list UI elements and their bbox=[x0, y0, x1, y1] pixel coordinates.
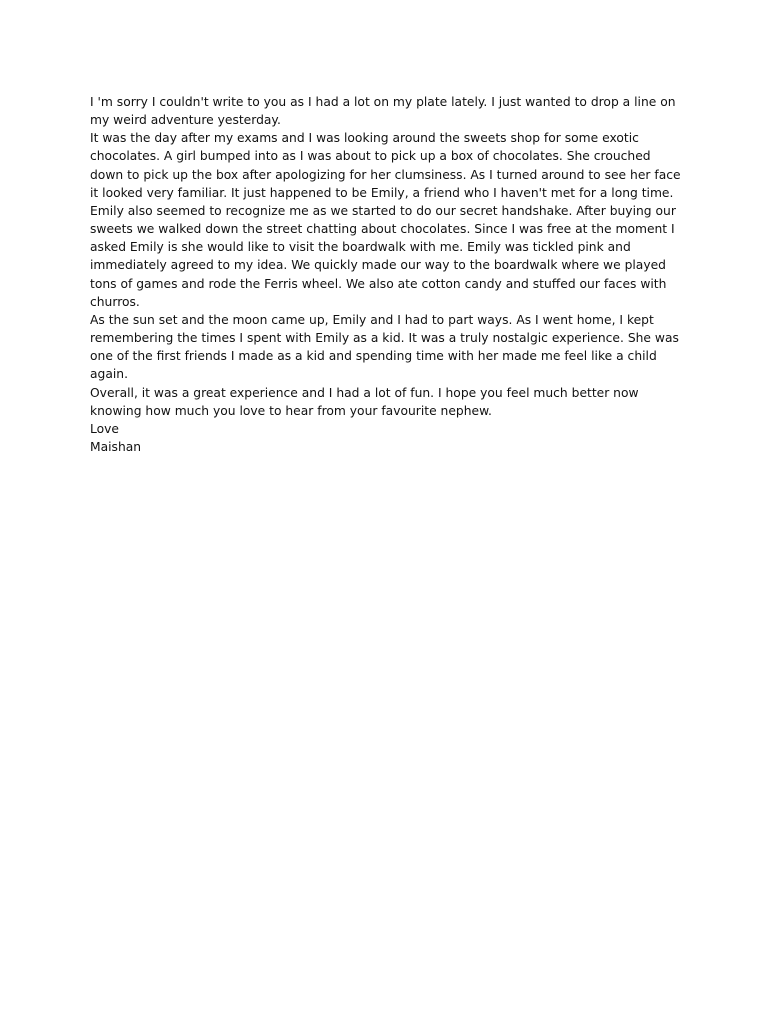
paragraph-boardwalk: Emily also seemed to recognize me as we started to do our secret handshake. After buying our sweets we walked down the street chatting about chocolates. Since I was free at the moment I asked Emily is she would like to visit the boardwalk with me. Emily was tickled pink and immediately agreed to my idea. We quickly made our way to the boardwalk where we played tons of games and rode the Ferris wheel. We also ate cotton candy and stuffed our faces with churros. bbox=[90, 203, 676, 309]
letter-closing: Love bbox=[90, 421, 120, 436]
paragraph-sweets-shop: It was the day after my exams and I was looking around the sweets shop for some exotic chocolates. A girl bumped into as I was about to pick up a box of chocolates. She crouched down to pick up the box after apologizing for her clumsiness. As I turned around to see her face it looked very familiar. It just happened to be Emily, a friend who I haven't met for a long time. bbox=[90, 131, 681, 200]
letter-body bbox=[90, 93, 682, 456]
paragraph-overall: Overall, it was a great experience and I had a lot of fun. I hope you feel much better now knowing how much you love to hear from your favourite nephew. bbox=[90, 385, 639, 418]
paragraph-apology: I 'm sorry I couldn't write to you as I had a lot on my plate lately. I just wanted to drop a line on my weird adventure yesterday. bbox=[90, 95, 676, 128]
letter-signature: Maishan bbox=[90, 439, 142, 454]
paragraph-sunset: As the sun set and the moon came up, Emily and I had to part ways. As I went home, I kept remembering the times I spent with Emily as a kid. It was a truly nostalgic experience. She was one of the first friends I made as a kid and spending time with her made me feel like a child again. bbox=[90, 312, 679, 382]
